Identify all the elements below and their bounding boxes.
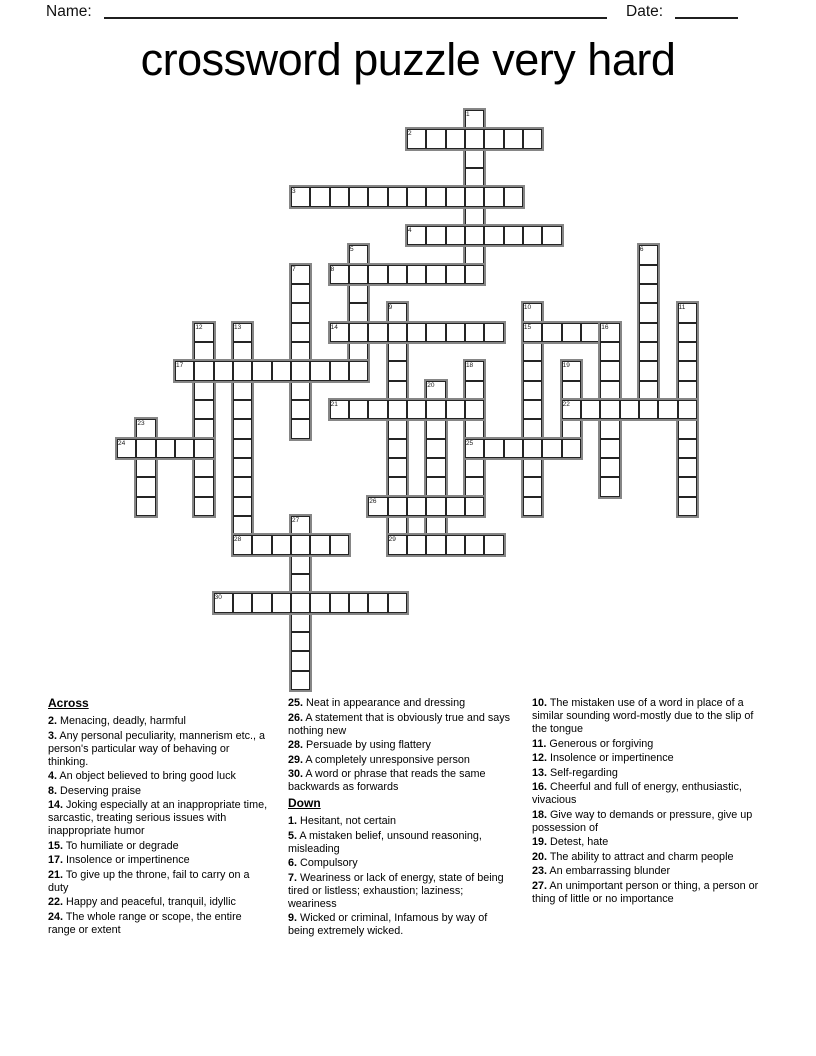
grid-cell[interactable] xyxy=(523,400,542,419)
grid-cell[interactable] xyxy=(388,593,407,612)
grid-cell[interactable] xyxy=(600,477,619,496)
grid-cell[interactable] xyxy=(639,361,658,380)
grid-cell[interactable] xyxy=(446,265,465,284)
grid-cell[interactable] xyxy=(446,497,465,516)
clue-across-15: 15. To humiliate or degrade xyxy=(48,839,179,852)
cell-number-8: 8 xyxy=(330,265,335,273)
grid-cell[interactable] xyxy=(194,497,213,516)
grid-cell[interactable] xyxy=(291,323,310,342)
clue-down-10: 10. The mistaken use of a word in place of a similar sounding word-mostly due to the slip of the tongue xyxy=(532,697,754,735)
grid-cell[interactable] xyxy=(465,323,484,342)
grid-cell[interactable] xyxy=(368,593,387,612)
grid-cell[interactable] xyxy=(562,323,581,342)
grid-cell[interactable] xyxy=(233,381,252,400)
grid-cell[interactable] xyxy=(194,381,213,400)
grid-cell[interactable] xyxy=(291,632,310,651)
grid-cell[interactable] xyxy=(388,419,407,438)
cell-number-17: 17 xyxy=(175,362,184,370)
grid-cell[interactable] xyxy=(407,323,426,342)
grid-cell[interactable] xyxy=(291,284,310,303)
grid-cell[interactable] xyxy=(175,439,194,458)
clue-across-26: 26. A statement that is obviously true and says nothing new xyxy=(288,711,511,737)
grid-cell[interactable] xyxy=(272,361,291,380)
grid-cell[interactable] xyxy=(562,439,581,458)
clue-down-16: 16. Cheerful and full of energy, enthusiastic, vivacious xyxy=(532,781,742,806)
grid-cell[interactable] xyxy=(465,265,484,284)
grid-cell[interactable] xyxy=(446,187,465,206)
grid-cell[interactable] xyxy=(330,361,349,380)
grid-cell[interactable] xyxy=(600,361,619,380)
grid-cell[interactable] xyxy=(523,477,542,496)
clue-number: 25. xyxy=(288,697,304,709)
grid-cell[interactable] xyxy=(465,187,484,206)
word-14-across xyxy=(328,321,506,344)
grid-cell[interactable] xyxy=(291,419,310,438)
clue-across-14: 14. Joking especially at an inappropriate time, sarcastic, treating serious issues with inappropriate humor xyxy=(48,799,268,837)
clue-down-20: 20. The ability to attract and charm people xyxy=(532,850,734,863)
grid-cell[interactable] xyxy=(407,187,426,206)
grid-cell[interactable] xyxy=(233,361,252,380)
grid-cell[interactable] xyxy=(426,129,445,148)
cell-number-24: 24 xyxy=(118,439,126,447)
grid-cell[interactable] xyxy=(504,226,523,245)
grid-cell[interactable] xyxy=(523,342,542,361)
clue-down-27: 27. An unimportant person or thing, a person or thing of little or no importance xyxy=(532,879,759,905)
word-4-across xyxy=(405,224,564,247)
grid-cell[interactable] xyxy=(465,226,484,245)
page-title: crossword puzzle very hard xyxy=(140,34,676,85)
cell-number-22: 22 xyxy=(562,400,570,408)
grid-cell[interactable] xyxy=(678,439,697,458)
cell-number-15: 15 xyxy=(523,323,532,331)
grid-cell[interactable] xyxy=(446,535,465,554)
grid-cell[interactable] xyxy=(349,361,368,380)
grid-cell[interactable] xyxy=(678,419,697,438)
cell-number-12: 12 xyxy=(195,323,203,331)
grid-cell[interactable] xyxy=(291,303,310,322)
grid-cell[interactable] xyxy=(349,400,368,419)
word-13-down xyxy=(231,321,254,557)
clue-number: 3. xyxy=(48,729,58,742)
grid-cell[interactable] xyxy=(349,323,368,342)
cell-number-7: 7 xyxy=(291,265,296,273)
clue-number: 26. xyxy=(288,711,304,724)
grid-cell[interactable] xyxy=(426,419,445,438)
grid-cell[interactable] xyxy=(388,265,407,284)
grid-cell[interactable] xyxy=(484,439,503,458)
grid-cell[interactable] xyxy=(523,226,542,245)
grid-cell[interactable] xyxy=(639,323,658,342)
grid-cell[interactable] xyxy=(484,535,503,554)
cell-number-13: 13 xyxy=(233,323,242,331)
grid-cell[interactable] xyxy=(426,226,445,245)
cell-number-20: 20 xyxy=(427,381,435,389)
grid-cell[interactable] xyxy=(639,342,658,361)
cell-number-6: 6 xyxy=(639,246,644,254)
grid-cell[interactable] xyxy=(233,477,252,496)
grid-cell[interactable] xyxy=(388,323,407,342)
name-label: Name: xyxy=(46,3,92,20)
grid-cell[interactable] xyxy=(388,458,407,477)
grid-cell[interactable] xyxy=(465,149,484,168)
grid-cell[interactable] xyxy=(272,593,291,612)
grid-cell[interactable] xyxy=(136,458,155,477)
grid-cell[interactable] xyxy=(446,129,465,148)
grid-cell[interactable] xyxy=(310,535,329,554)
grid-cell[interactable] xyxy=(252,361,271,380)
word-7-down xyxy=(289,263,312,441)
clue-column-2 xyxy=(288,697,514,940)
clue-number: 16. xyxy=(532,781,548,793)
grid-cell[interactable] xyxy=(291,593,310,612)
grid-cell[interactable] xyxy=(252,593,271,612)
grid-cell[interactable] xyxy=(600,400,619,419)
grid-cell[interactable] xyxy=(388,439,407,458)
clue-across-24: 24. The whole range or scope, the entire range or extent xyxy=(48,910,242,936)
clue-number: 15. xyxy=(48,839,64,852)
cell-number-14: 14 xyxy=(330,323,338,331)
grid-cell[interactable] xyxy=(620,400,639,419)
word-8-across xyxy=(328,263,487,286)
clue-number: 18. xyxy=(532,808,548,821)
cell-number-30: 30 xyxy=(214,594,222,602)
grid-cell[interactable] xyxy=(330,593,349,612)
grid-cell[interactable] xyxy=(291,555,310,574)
clue-number: 20. xyxy=(532,850,548,863)
grid-cell[interactable] xyxy=(426,323,445,342)
clue-number: 19. xyxy=(532,836,548,848)
clue-column-3 xyxy=(532,697,770,907)
cell-number-9: 9 xyxy=(388,304,393,312)
cell-number-25: 25 xyxy=(465,439,474,447)
word-17-across xyxy=(173,359,370,382)
clue-number: 9. xyxy=(288,912,298,924)
grid-cell[interactable] xyxy=(465,535,484,554)
grid-cell[interactable] xyxy=(252,535,271,554)
clue-number: 6. xyxy=(288,857,298,869)
grid-cell[interactable] xyxy=(136,439,155,458)
grid-cell[interactable] xyxy=(349,265,368,284)
grid-cell[interactable] xyxy=(407,400,426,419)
grid-cell[interactable] xyxy=(194,400,213,419)
across-heading: Across xyxy=(48,696,89,710)
clue-across-28: 28. Persuade by using flattery xyxy=(288,739,431,751)
grid-cell[interactable] xyxy=(310,361,329,380)
grid-cell[interactable] xyxy=(504,129,523,148)
grid-cell[interactable] xyxy=(678,497,697,516)
grid-cell[interactable] xyxy=(194,458,213,477)
clue-number: 7. xyxy=(288,871,298,884)
grid-cell[interactable] xyxy=(639,265,658,284)
cell-number-21: 21 xyxy=(330,400,338,408)
grid-cell[interactable] xyxy=(658,400,677,419)
grid-cell[interactable] xyxy=(136,477,155,496)
clue-across-22: 22. Happy and peaceful, tranquil, idyllic xyxy=(48,896,236,908)
grid-cell[interactable] xyxy=(407,497,426,516)
clue-down-11: 11. Generous or forgiving xyxy=(532,737,654,750)
grid-cell[interactable] xyxy=(291,671,310,690)
word-22-across xyxy=(560,398,699,421)
grid-cell[interactable] xyxy=(446,400,465,419)
grid-cell[interactable] xyxy=(291,613,310,632)
clue-number: 23. xyxy=(532,865,548,877)
clue-across-30: 30. A word or phrase that reads the same backwards as forwards xyxy=(288,768,486,793)
grid-cell[interactable] xyxy=(639,284,658,303)
cell-number-26: 26 xyxy=(369,497,377,505)
word-26-across xyxy=(366,495,486,518)
grid-cell[interactable] xyxy=(349,593,368,612)
grid-cell[interactable] xyxy=(291,381,310,400)
grid-cell[interactable] xyxy=(233,593,252,612)
grid-cell[interactable] xyxy=(291,535,310,554)
cell-number-4: 4 xyxy=(407,226,412,234)
grid-cell[interactable] xyxy=(542,226,561,245)
clue-number: 29. xyxy=(288,753,304,766)
grid-cell[interactable] xyxy=(330,187,349,206)
cell-number-23: 23 xyxy=(137,420,145,428)
grid-cell[interactable] xyxy=(465,400,484,419)
grid-cell[interactable] xyxy=(426,497,445,516)
clue-number: 27. xyxy=(532,879,548,892)
cell-number-11: 11 xyxy=(678,304,686,312)
clue-number: 10. xyxy=(532,697,548,709)
grid-cell[interactable] xyxy=(368,323,387,342)
grid-cell[interactable] xyxy=(504,439,523,458)
grid-cell[interactable] xyxy=(368,400,387,419)
cell-number-27: 27 xyxy=(291,516,300,524)
word-3-across xyxy=(289,185,525,208)
word-12-down xyxy=(192,321,215,518)
grid-cell[interactable] xyxy=(600,342,619,361)
grid-cell[interactable] xyxy=(407,535,426,554)
cell-number-18: 18 xyxy=(465,362,474,370)
word-2-across xyxy=(405,127,544,150)
grid-cell[interactable] xyxy=(446,323,465,342)
cell-number-19: 19 xyxy=(562,362,570,370)
clue-down-19: 19. Detest, hate xyxy=(532,836,609,848)
grid-cell[interactable] xyxy=(233,400,252,419)
grid-cell[interactable] xyxy=(523,439,542,458)
grid-cell[interactable] xyxy=(426,535,445,554)
grid-cell[interactable] xyxy=(678,400,697,419)
grid-cell[interactable] xyxy=(504,187,523,206)
grid-cell[interactable] xyxy=(600,458,619,477)
grid-cell[interactable] xyxy=(426,265,445,284)
grid-cell[interactable] xyxy=(639,303,658,322)
cell-number-3: 3 xyxy=(291,188,296,196)
grid-cell[interactable] xyxy=(388,361,407,380)
grid-cell[interactable] xyxy=(388,497,407,516)
grid-cell[interactable] xyxy=(310,187,329,206)
grid-cell[interactable] xyxy=(233,419,252,438)
grid-cell[interactable] xyxy=(600,439,619,458)
word-24-across xyxy=(115,437,216,460)
clue-number: 1. xyxy=(288,815,298,827)
clue-down-7: 7. Weariness or lack of energy, state of being tired or listless; exhaustion; laziness; weariness xyxy=(288,871,504,910)
clue-down-6: 6. Compulsory xyxy=(288,857,358,869)
word-21-across xyxy=(328,398,487,421)
cell-number-1: 1 xyxy=(465,111,470,118)
grid-cell[interactable] xyxy=(388,187,407,206)
grid-cell[interactable] xyxy=(156,439,175,458)
clue-number: 24. xyxy=(48,910,64,923)
word-30-across xyxy=(212,591,409,614)
grid-cell[interactable] xyxy=(678,458,697,477)
grid-cell[interactable] xyxy=(678,361,697,380)
grid-cell[interactable] xyxy=(523,458,542,477)
word-6-down xyxy=(637,243,660,421)
grid-cell[interactable] xyxy=(214,361,233,380)
grid-cell[interactable] xyxy=(465,497,484,516)
clue-across-3: 3. Any personal peculiarity, mannerism etc., a person's particular way of behaving or thinking. xyxy=(48,729,266,768)
grid-cell[interactable] xyxy=(639,400,658,419)
grid-cell[interactable] xyxy=(484,226,503,245)
clue-number: 2. xyxy=(48,715,58,727)
word-29-across xyxy=(386,533,506,556)
word-23-down xyxy=(134,417,157,518)
grid-cell[interactable] xyxy=(446,226,465,245)
clue-across-2: 2. Menacing, deadly, harmful xyxy=(48,715,186,727)
clue-down-12: 12. Insolence or impertinence xyxy=(532,752,674,764)
grid-cell[interactable] xyxy=(678,323,697,342)
grid-cell[interactable] xyxy=(426,400,445,419)
clue-number: 4. xyxy=(48,770,58,782)
clue-number: 5. xyxy=(288,829,298,842)
grid-cell[interactable] xyxy=(542,323,561,342)
clue-number: 13. xyxy=(532,766,548,779)
clue-number: 30. xyxy=(288,768,304,780)
grid-cell[interactable] xyxy=(291,400,310,419)
word-25-across xyxy=(463,437,583,460)
grid-cell[interactable] xyxy=(484,323,503,342)
grid-cell[interactable] xyxy=(581,400,600,419)
grid-cell[interactable] xyxy=(194,477,213,496)
grid-cell[interactable] xyxy=(484,129,503,148)
grid-cell[interactable] xyxy=(233,497,252,516)
grid-cell[interactable] xyxy=(678,477,697,496)
clue-down-18: 18. Give way to demands or pressure, give up possession of xyxy=(532,808,753,834)
clue-number: 14. xyxy=(48,799,64,811)
grid-cell[interactable] xyxy=(233,439,252,458)
grid-cell[interactable] xyxy=(349,187,368,206)
grid-cell[interactable] xyxy=(368,187,387,206)
clue-across-4: 4. An object believed to bring good luck xyxy=(48,770,236,782)
grid-cell[interactable] xyxy=(388,400,407,419)
grid-cell[interactable] xyxy=(291,651,310,670)
grid-cell[interactable] xyxy=(523,381,542,400)
grid-cell[interactable] xyxy=(349,284,368,303)
cell-number-16: 16 xyxy=(601,323,609,331)
grid-cell[interactable] xyxy=(272,535,291,554)
clue-across-8: 8. Deserving praise xyxy=(48,784,142,797)
grid-cell[interactable] xyxy=(330,535,349,554)
clue-down-13: 13. Self-regarding xyxy=(532,766,618,779)
cell-number-5: 5 xyxy=(349,246,354,254)
clue-number: 21. xyxy=(48,868,64,881)
clue-across-17: 17. Insolence or impertinence xyxy=(48,854,190,866)
clue-number: 22. xyxy=(48,896,64,908)
grid-cell[interactable] xyxy=(465,129,484,148)
grid-cell[interactable] xyxy=(426,458,445,477)
clue-column-1 xyxy=(48,697,270,938)
grid-cell[interactable] xyxy=(136,497,155,516)
grid-cell[interactable] xyxy=(600,419,619,438)
clue-number: 12. xyxy=(532,752,548,764)
clue-number: 8. xyxy=(48,784,58,797)
clue-across-21: 21. To give up the throne, fail to carry on a duty xyxy=(48,868,250,894)
grid-cell[interactable] xyxy=(388,342,407,361)
clue-across-25: 25. Neat in appearance and dressing xyxy=(288,697,466,709)
grid-cell[interactable] xyxy=(233,458,252,477)
clue-down-5: 5. A mistaken belief, unsound reasoning, misleading xyxy=(288,829,482,855)
grid-cell[interactable] xyxy=(465,458,484,477)
clue-number: 17. xyxy=(48,854,64,866)
grid-cell[interactable] xyxy=(194,361,213,380)
clue-number: 28. xyxy=(288,739,304,751)
grid-cell[interactable] xyxy=(194,439,213,458)
grid-cell[interactable] xyxy=(426,187,445,206)
clue-down-23: 23. An embarrassing blunder xyxy=(532,865,671,877)
grid-cell[interactable] xyxy=(542,439,561,458)
cell-number-28: 28 xyxy=(233,536,242,544)
down-heading: Down xyxy=(288,796,321,810)
word-28-across xyxy=(231,533,351,556)
grid-cell[interactable] xyxy=(678,342,697,361)
grid-cell[interactable] xyxy=(426,439,445,458)
grid-cell[interactable] xyxy=(368,265,387,284)
cell-number-10: 10 xyxy=(523,304,532,312)
clue-down-9: 9. Wicked or criminal, Infamous by way of being extremely wicked. xyxy=(288,912,488,937)
cell-number-29: 29 xyxy=(388,536,396,544)
grid-cell[interactable] xyxy=(523,497,542,516)
grid-cell[interactable] xyxy=(310,593,329,612)
date-label: Date: xyxy=(626,3,664,20)
cell-number-2: 2 xyxy=(407,130,412,138)
grid-cell[interactable] xyxy=(523,361,542,380)
clue-number: 11. xyxy=(532,737,547,750)
clue-down-1: 1. Hesitant, not certain xyxy=(288,815,397,827)
grid-cell[interactable] xyxy=(523,129,542,148)
clue-across-29: 29. A completely unresponsive person xyxy=(288,753,470,766)
grid-cell[interactable] xyxy=(291,361,310,380)
grid-cell[interactable] xyxy=(407,265,426,284)
grid-cell[interactable] xyxy=(484,187,503,206)
